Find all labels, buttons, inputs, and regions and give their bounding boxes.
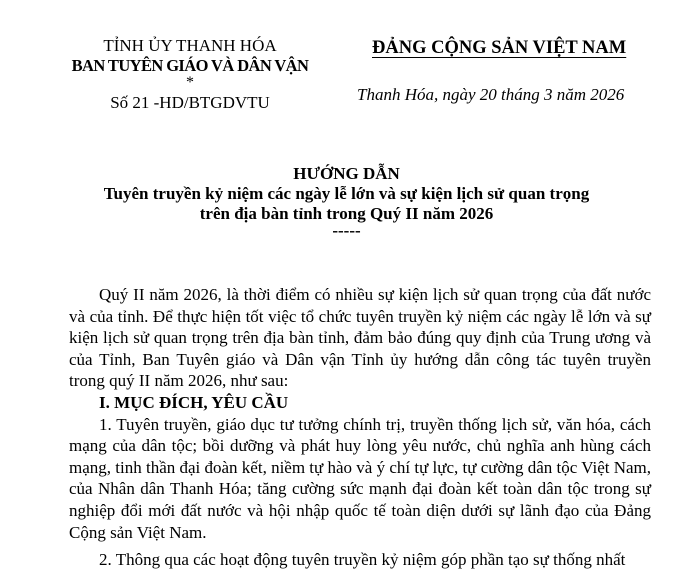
document-body <box>69 284 651 571</box>
issuing-organization-block <box>40 36 340 114</box>
purpose-item-1: 1. Tuyên truyền, giáo dục tư tưởng chính trị, truyền thống lịch sử, văn hóa, cách mạng của dân tộc; bồi dưỡng và phát huy lòng yêu nước, chủ nghĩa anh hùng cách mạng, tinh thần đại đoàn kết, niềm tự hào và ý chí tự lực, tự cường dân tộc Việt Nam, của Nhân dân Thanh Hóa; tăng cường sức mạnh đại đoàn kết toàn dân tộc trong sự nghiệp đổi mới đất nước và hội nhập quốc tế toàn diện dưới sự lãnh đạo của Đảng Cộng sản Việt Nam. <box>69 414 652 542</box>
purpose-item-2: 2. Thông qua các hoạt động tuyên truyền kỷ niệm góp phần tạo sự thống nhất <box>99 550 626 570</box>
document-type-title: HƯỚNG DẪN <box>293 164 400 183</box>
title-separator: ----- <box>332 221 361 240</box>
intro-paragraph: Quý II năm 2026, là thời điểm có nhiều sự kiện lịch sử quan trọng của đất nước và của tỉnh. Để thực hiện tốt việc tổ chức tuyên truyền kỷ niệm các ngày lễ lớn và sự kiện lịch sử quan trọng trên địa bàn tỉnh, đảm bảo đúng quy định của Trung ương và của Tỉnh, Ban Tuyên giáo và Dân vận Tỉnh ủy hướng dẫn công tác tuyên truyền trong quý II năm 2026, như sau: <box>69 285 651 391</box>
party-name: ĐẢNG CỘNG SẢN VIỆT NAM <box>372 38 627 58</box>
document-title-block <box>0 164 693 238</box>
place-and-date: Thanh Hóa, ngày 20 tháng 3 năm 2026 <box>357 85 625 104</box>
document-subtitle-line2: trên địa bàn tỉnh trong Quý II năm 2026 <box>199 204 494 223</box>
document-number: Số 21 -HD/BTGDVTU <box>110 93 270 112</box>
document-subtitle-line1: Tuyên truyền kỷ niệm các ngày lễ lớn và sự kiện lịch sử quan trọng <box>103 184 590 203</box>
department-name: BAN TUYÊN GIÁO VÀ DÂN VẬN <box>71 56 309 75</box>
section-heading-purpose: I. MỤC ĐÍCH, YÊU CẦU <box>99 392 289 412</box>
province-committee-name: TỈNH ỦY THANH HÓA <box>103 36 277 55</box>
star-separator: * <box>186 74 194 91</box>
